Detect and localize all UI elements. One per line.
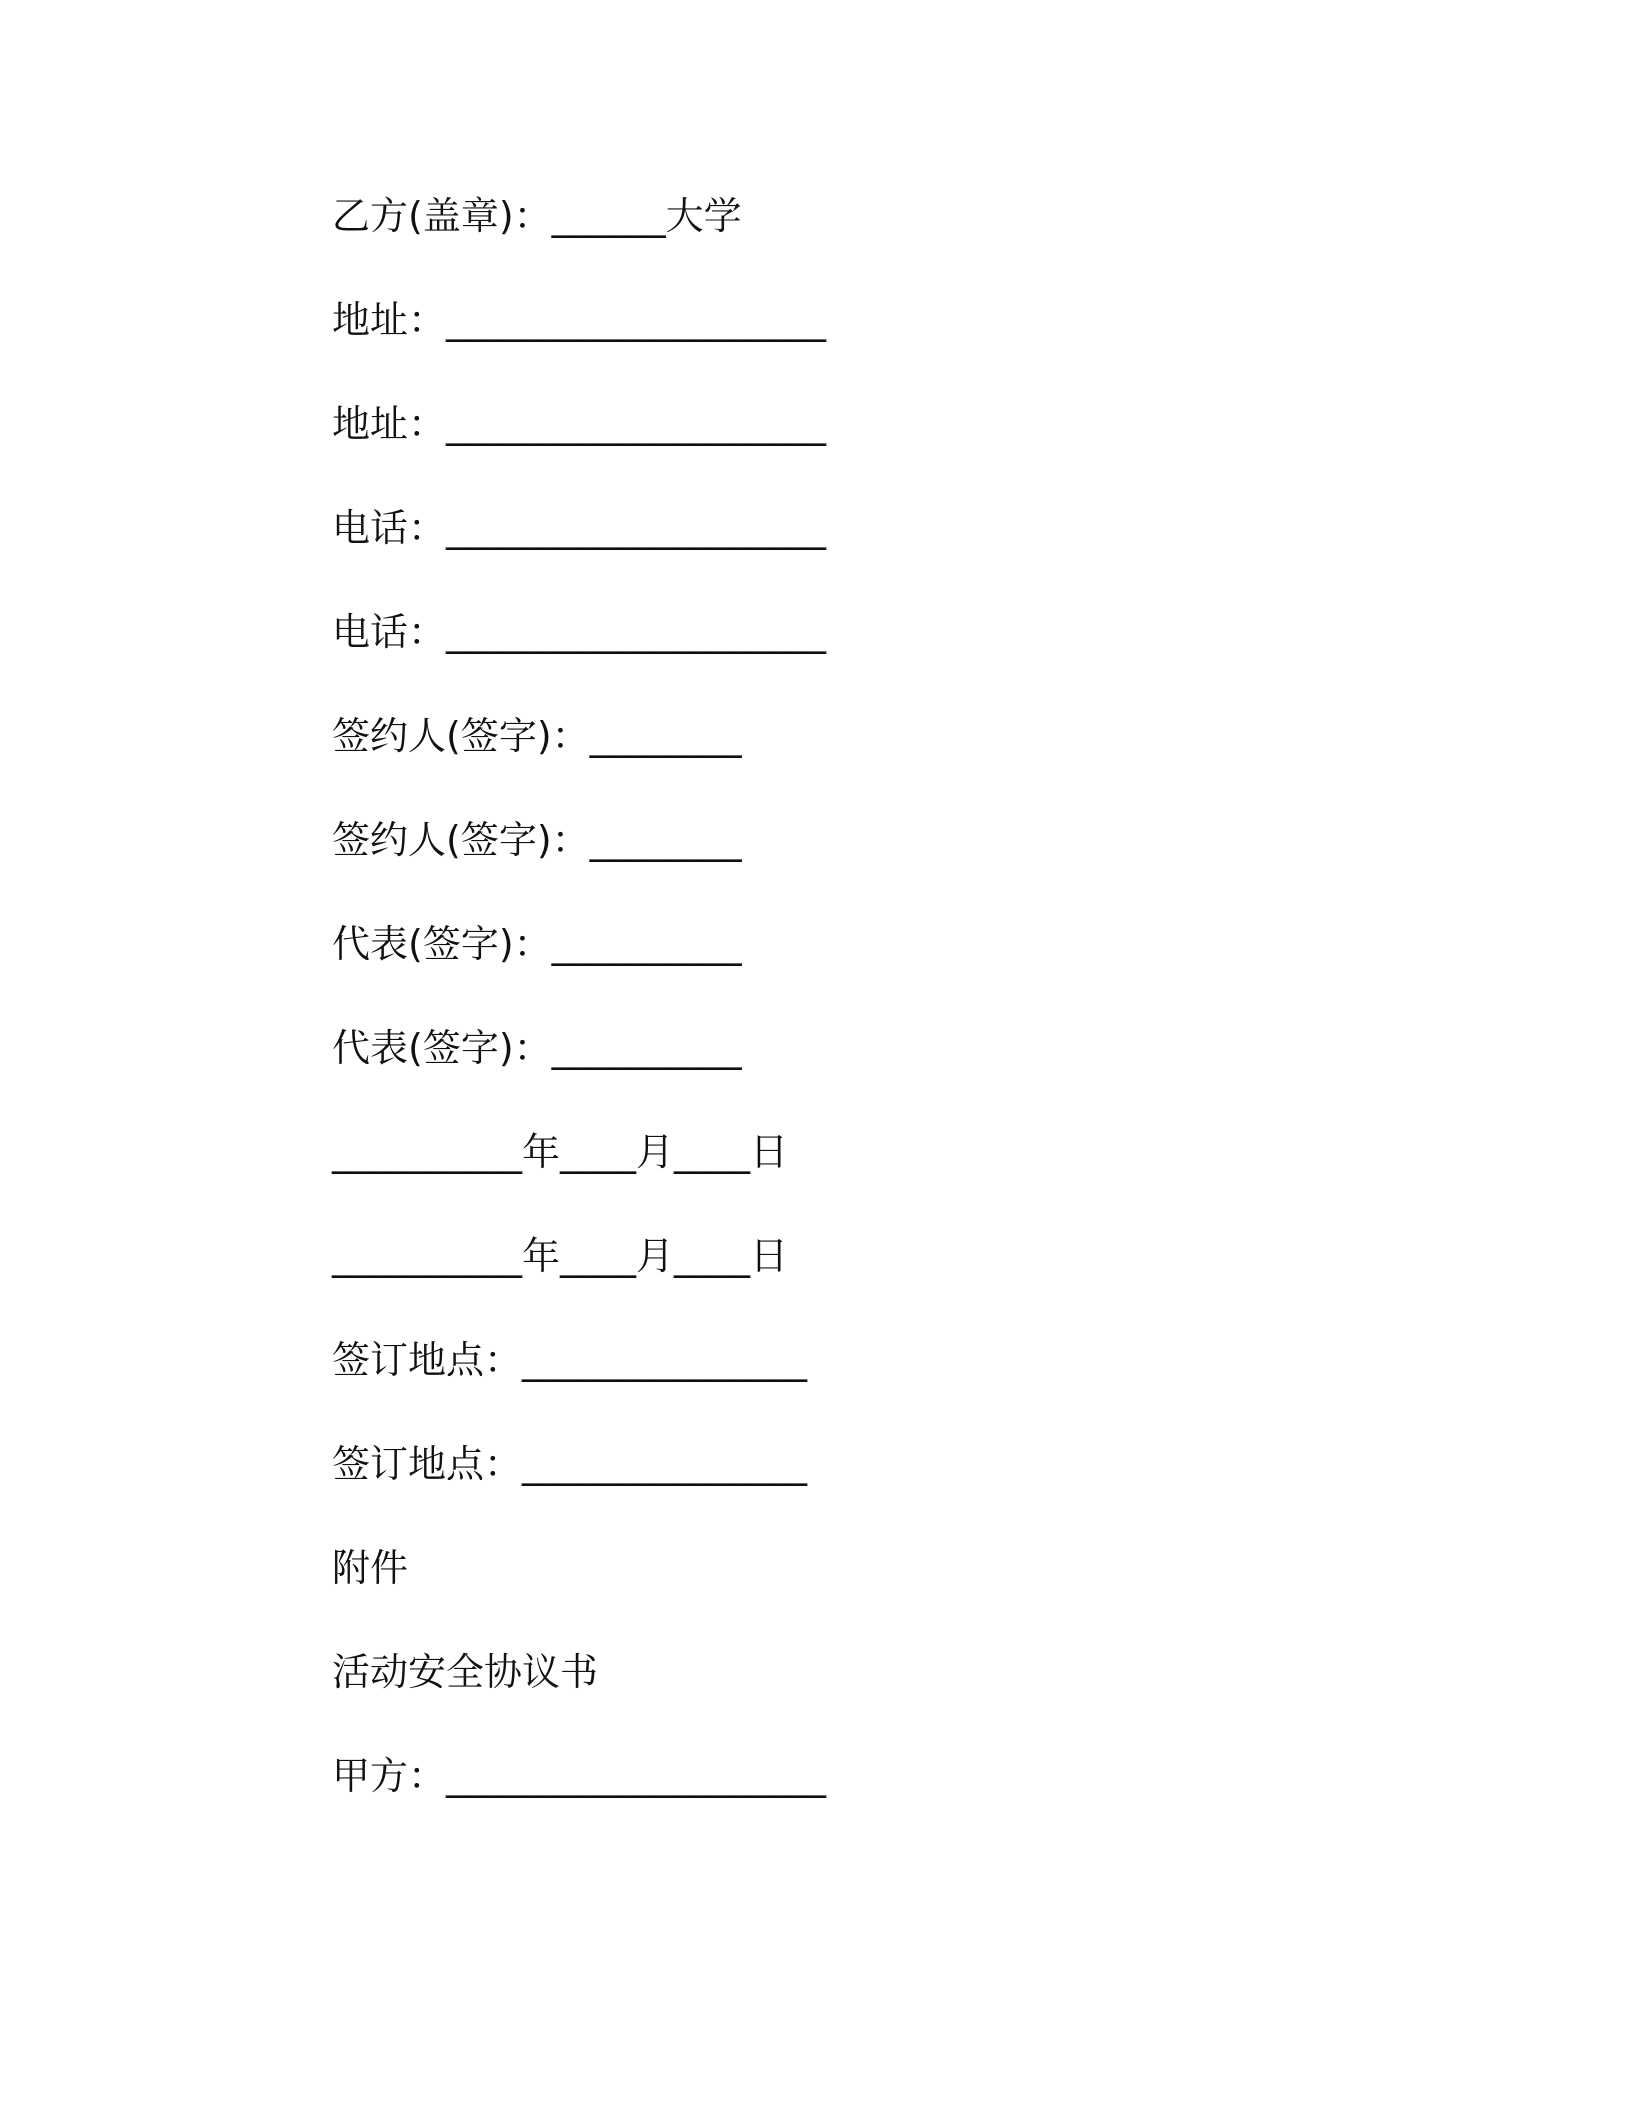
document-body [332,190,1332,1854]
address-line: 地址：____________________ [332,298,827,342]
party-a-line: 甲方：____________________ [332,1754,827,1798]
agreement-title: 活动安全协议书 [332,1650,599,1694]
signing-place-line: 签订地点：_______________ [332,1338,808,1382]
attachment-heading: 附件 [332,1546,409,1590]
date-line: __________年____月____日 [332,1234,789,1278]
signatory-line: 签约人(签字)：________ [332,818,742,862]
phone-line: 电话：____________________ [332,506,827,550]
address-line: 地址：____________________ [332,402,827,446]
signing-place-line: 签订地点：_______________ [332,1442,808,1486]
representative-line: 代表(签字)：__________ [332,922,742,966]
phone-line: 电话：____________________ [332,610,827,654]
date-line: __________年____月____日 [332,1130,789,1174]
party-b-seal-line: 乙方(盖章)：______大学 [332,194,742,238]
signatory-line: 签约人(签字)：________ [332,714,742,758]
representative-line: 代表(签字)：__________ [332,1026,742,1070]
